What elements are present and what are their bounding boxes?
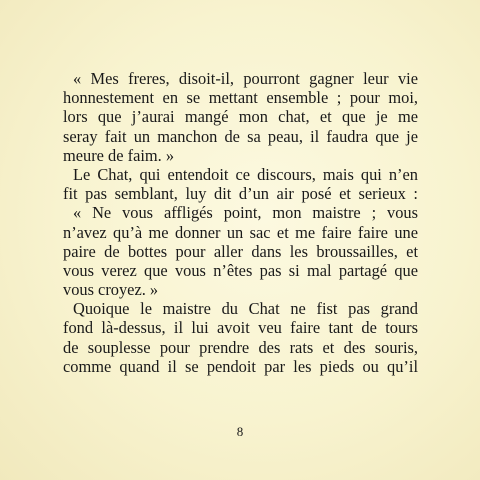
body-text: [63, 69, 418, 376]
text-line: honnestement en se mettant ensemble ; pour moi,: [63, 88, 418, 108]
page-number: 8: [236, 424, 244, 439]
text-line: « Mes freres, disoit-il, pourront gagner leur vie: [73, 69, 418, 88]
text-line: Le Chat, qui entendoit ce discours, mais qui n’en: [73, 164, 418, 184]
text-line: paire de bottes pour aller dans les broussailles, et: [63, 241, 418, 261]
text-line: comme quand il se pendoit par les pieds ou qu’il: [63, 356, 418, 376]
text-line: fit pas semblant, luy dit d’un air posé et serieux :: [63, 184, 418, 204]
text-line: vous verez que vous n’êtes pas si mal partagé que: [63, 260, 418, 280]
text-line: de souplesse pour prendre des rats et des souris,: [63, 337, 418, 357]
text-line: lors que j’aurai mangé mon chat, et que je me: [63, 107, 418, 127]
text-line: « Ne vous affligés point, mon maistre ; vous: [73, 203, 418, 223]
text-line: meure de faim. »: [63, 145, 175, 165]
text-line: vous croyez. »: [63, 280, 159, 300]
text-line: fond là-dessus, il lui avoit veu faire tant de tours: [63, 318, 418, 338]
text-line: Quoique le maistre du Chat ne fist pas grand: [73, 299, 418, 319]
text-line: n’avez qu’à me donner un sac et me faire faire une: [63, 222, 418, 242]
text-line: seray fait un manchon de sa peau, il faudra que je: [63, 126, 418, 146]
